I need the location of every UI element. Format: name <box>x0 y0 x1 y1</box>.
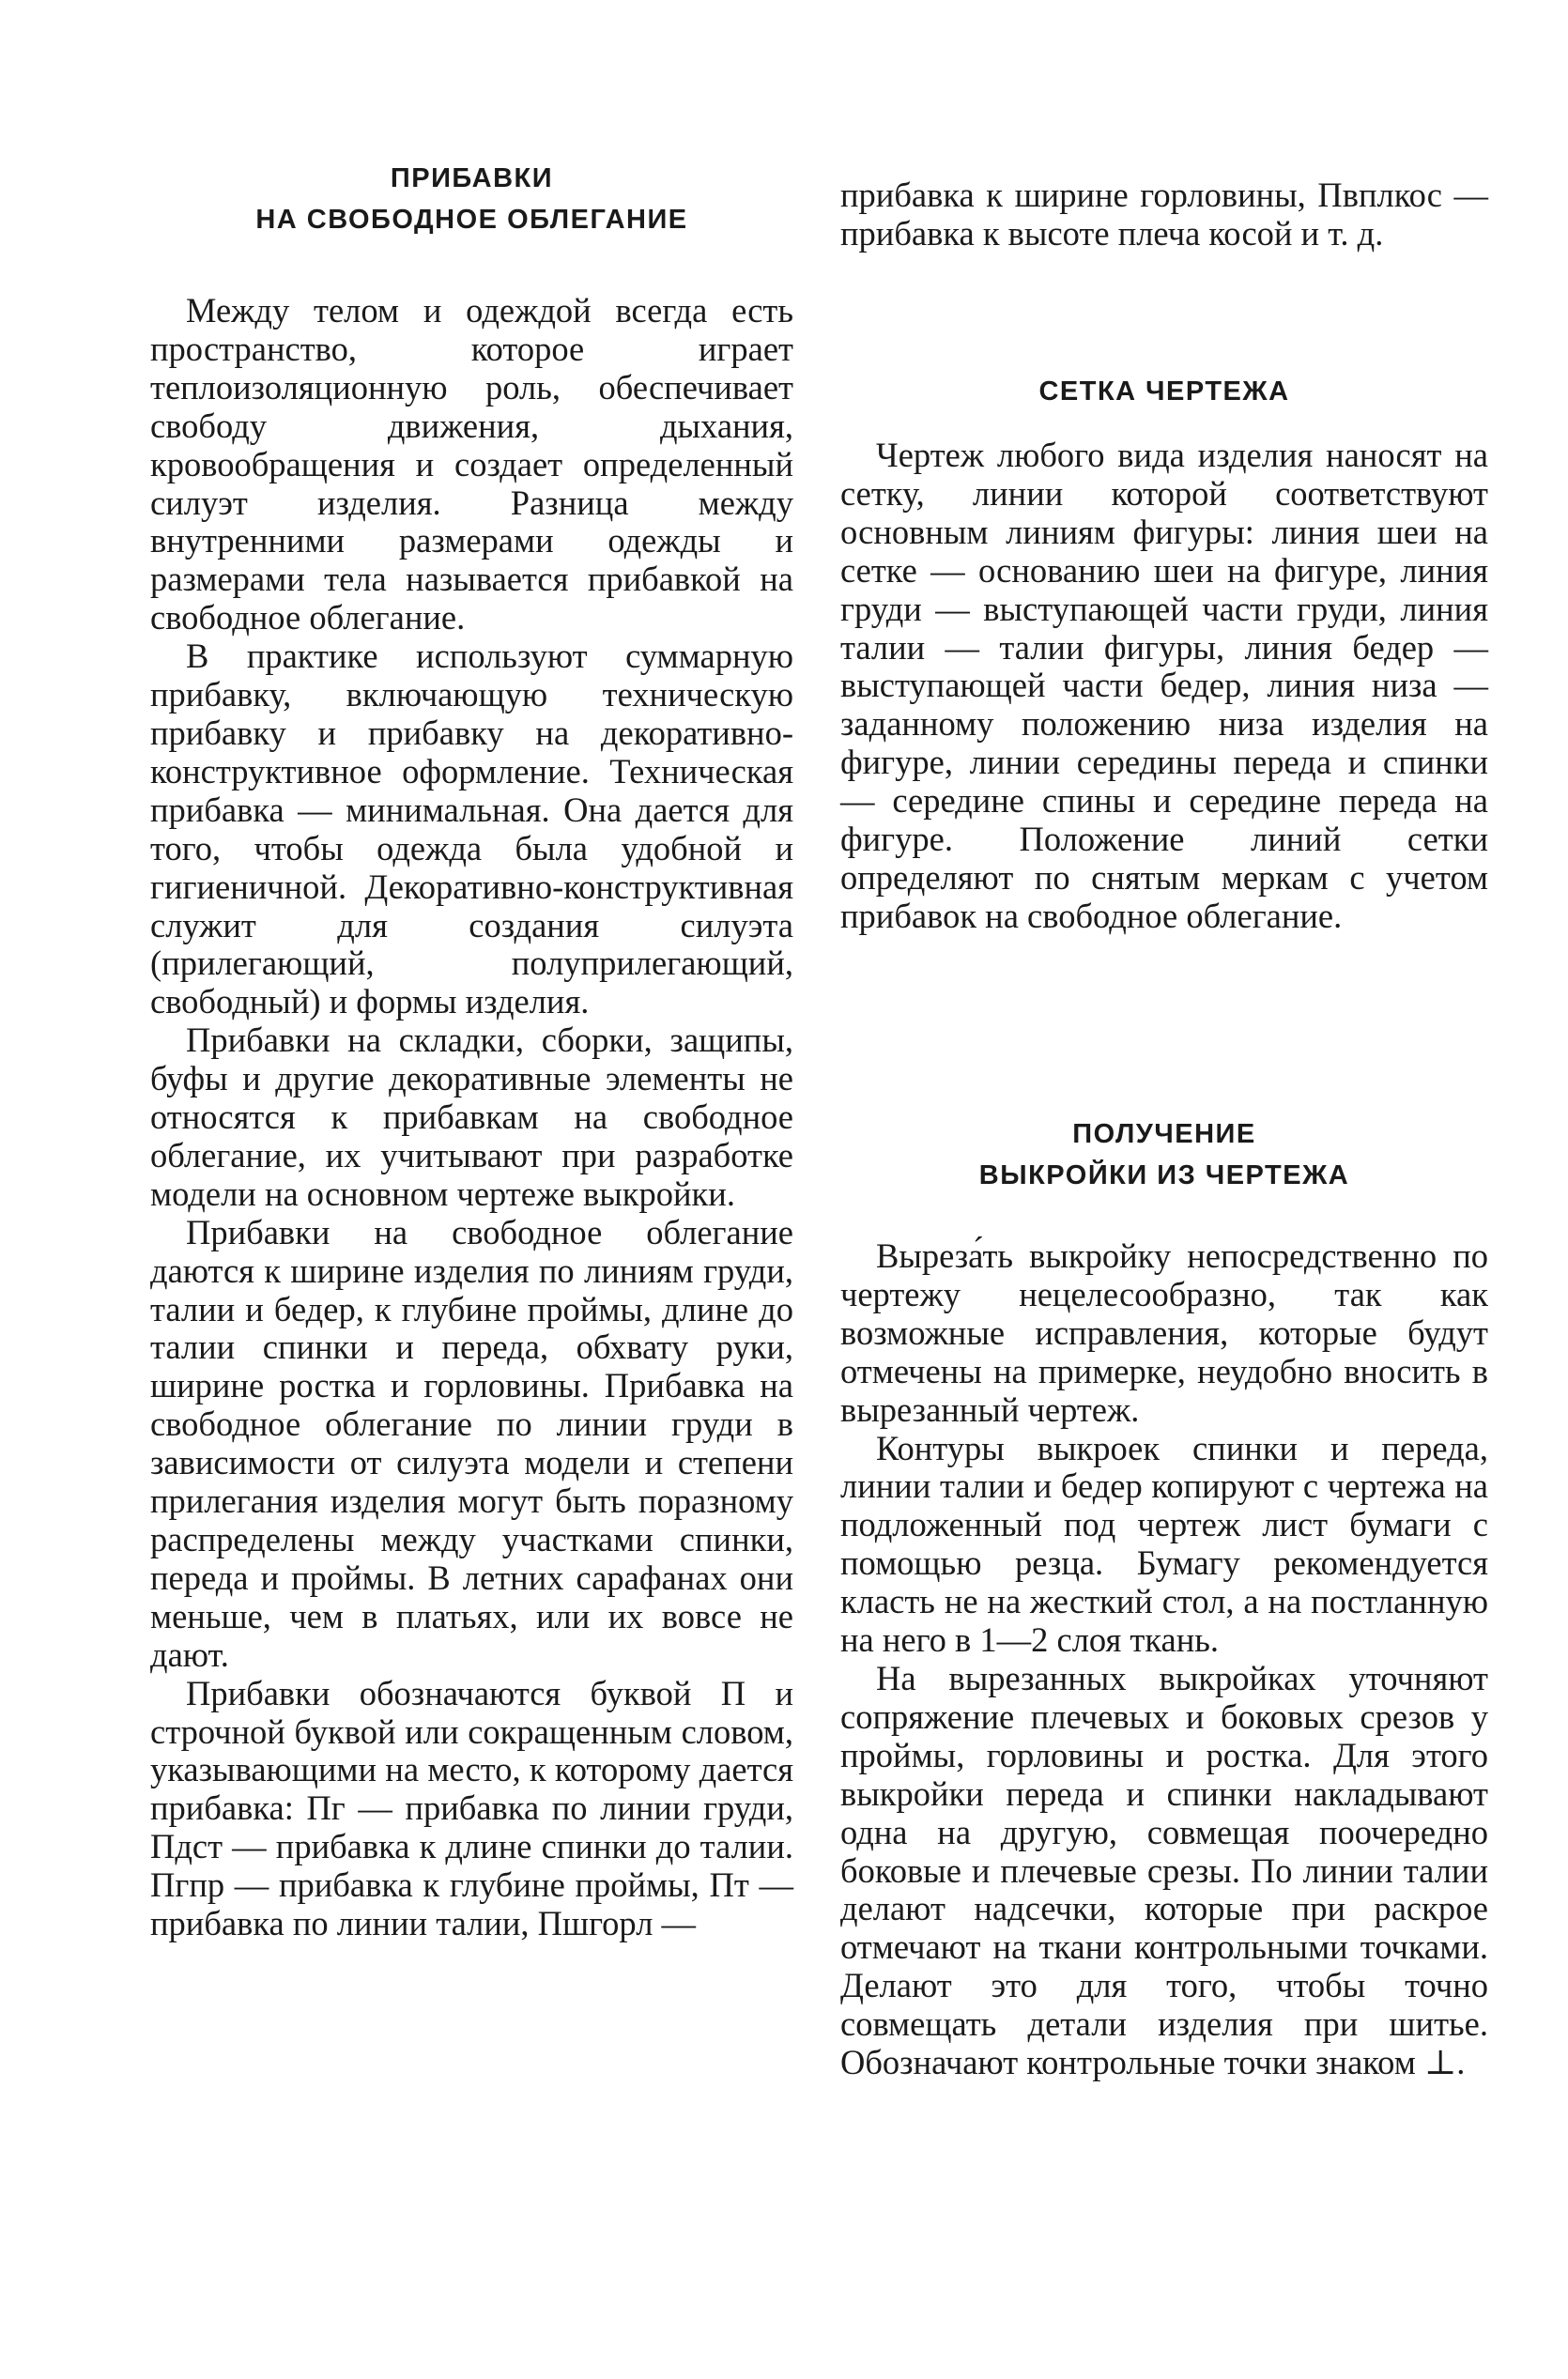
paragraph: Прибавки на складки, сборки, защипы, буфы и другие декоративные элементы не относятся к прибавкам на свободное облегание, их учитывают при разработке модели на основном чертеже выкройки. <box>150 1021 793 1213</box>
section-heading-allowances <box>150 158 793 240</box>
paragraph: Контуры выкроек спинки и переда, линии талии и бедер копируют с чертежа на подложенный под чертеж лист бумаги с помощью резца. Бумагу рекомендуется класть не на жесткий стол, а на постланную на него в 1—2 слоя ткань. <box>840 1428 1488 1660</box>
heading-line-2: НА СВОБОДНОЕ ОБЛЕГАНИЕ <box>255 205 688 235</box>
paragraph: Прибавки на свободное облегание даются к ширине изделия по линиям груди, талии и бедер, к глубине проймы, длине до талии спинки и переда, обхвату руки, ширине ростка и горловины. Прибавка на свободное облегание по линии груди в зависимости от силуэта модели и степени прилегания изделия могут быть поразному распределены между участками спинки, переда и проймы. В летних сарафанах они меньше, чем в платьях, или их вовсе не дают. <box>150 1212 793 1674</box>
paragraph: Между телом и одеждой всегда есть пространство, которое играет теплоизоляционную роль, обеспечивает свободу движения, дыхания, кровообращения и создает определенный силуэт изделия. Разница между внутренними размерами одежды и размерами тела называется прибавкой на свободное облегание. <box>150 291 793 637</box>
left-body-text <box>150 292 793 1943</box>
paragraph: Чертеж любого вида изделия наносят на сетку, линии которой соответствуют основным линиям фигуры: линия шеи на сетке — основанию шеи на фигуре, линия груди — выступающей части груди, линия талии — талии фигуры, линия бедер — выступающей части бедер, линия низа — заданному положению низа изделия на фигуре, линии середины переда и спинки — середине спины и середине переда на фигуре. Положение линий сетки определяют по снятым меркам с учетом прибавок на свободное облегание. <box>840 436 1488 935</box>
heading-line: СЕТКА ЧЕРТЕЖА <box>1038 376 1290 407</box>
heading-line-1: ПРИБАВКИ <box>390 163 554 193</box>
paragraph: Прибавки обозначаются буквой П и строчной буквой или сокращенным словом, указывающими на место, к которому дается прибавка: Пг — прибавка по линии груди, Пдст — прибавка к длине спинки до талии. Пгпр — прибавка к глубине проймы, Пт — прибавка по линии талии, Пшгорл — <box>150 1673 793 1943</box>
section-heading-grid <box>840 371 1488 412</box>
heading-line-2: ВЫКРОЙКИ ИЗ ЧЕРТЕЖА <box>978 1160 1350 1190</box>
pattern-section-text <box>840 1237 1488 2082</box>
paragraph: На вырезанных выкройках уточняют сопряжение плечевых и боковых срезов у проймы, горловины и ростка. Для этого выкройки переда и спинки накладывают одна на другую, совмещая поочередно боковые и плечевые срезы. По линии талии делают надсечки, которые при раскрое отмечают на ткани контрольными точками. Делают это для того, чтобы точно совмещать детали изделия при шитье. Обозначают контрольные точки знаком ⊥. <box>840 1658 1488 2082</box>
continuation-paragraph: прибавка к ширине горловины, Пвплкос — прибавка к высоте плеча косой и т. д. <box>840 176 1488 253</box>
section-heading-pattern <box>840 1113 1488 1196</box>
heading-line-1: ПОЛУЧЕНИЕ <box>1072 1119 1256 1149</box>
paragraph: Выреза́ть выкройку непосредственно по чертежу нецелесообразно, так как возможные исправления, которые будут отмечены на примерке, неудобно вносить в вырезанный чертеж. <box>840 1236 1488 1429</box>
grid-section-text <box>840 437 1488 936</box>
paragraph: В практике используют суммарную прибавку, включающую техническую прибавку и прибавку на декоративно-конструктивное оформление. Техническая прибавка — минимальная. Она дается для того, чтобы одежда была удобной и гигиеничной. Декоративно-конструктивная служит для создания силуэта (прилегающий, полуприлегающий, свободный) и формы изделия. <box>150 637 793 1021</box>
